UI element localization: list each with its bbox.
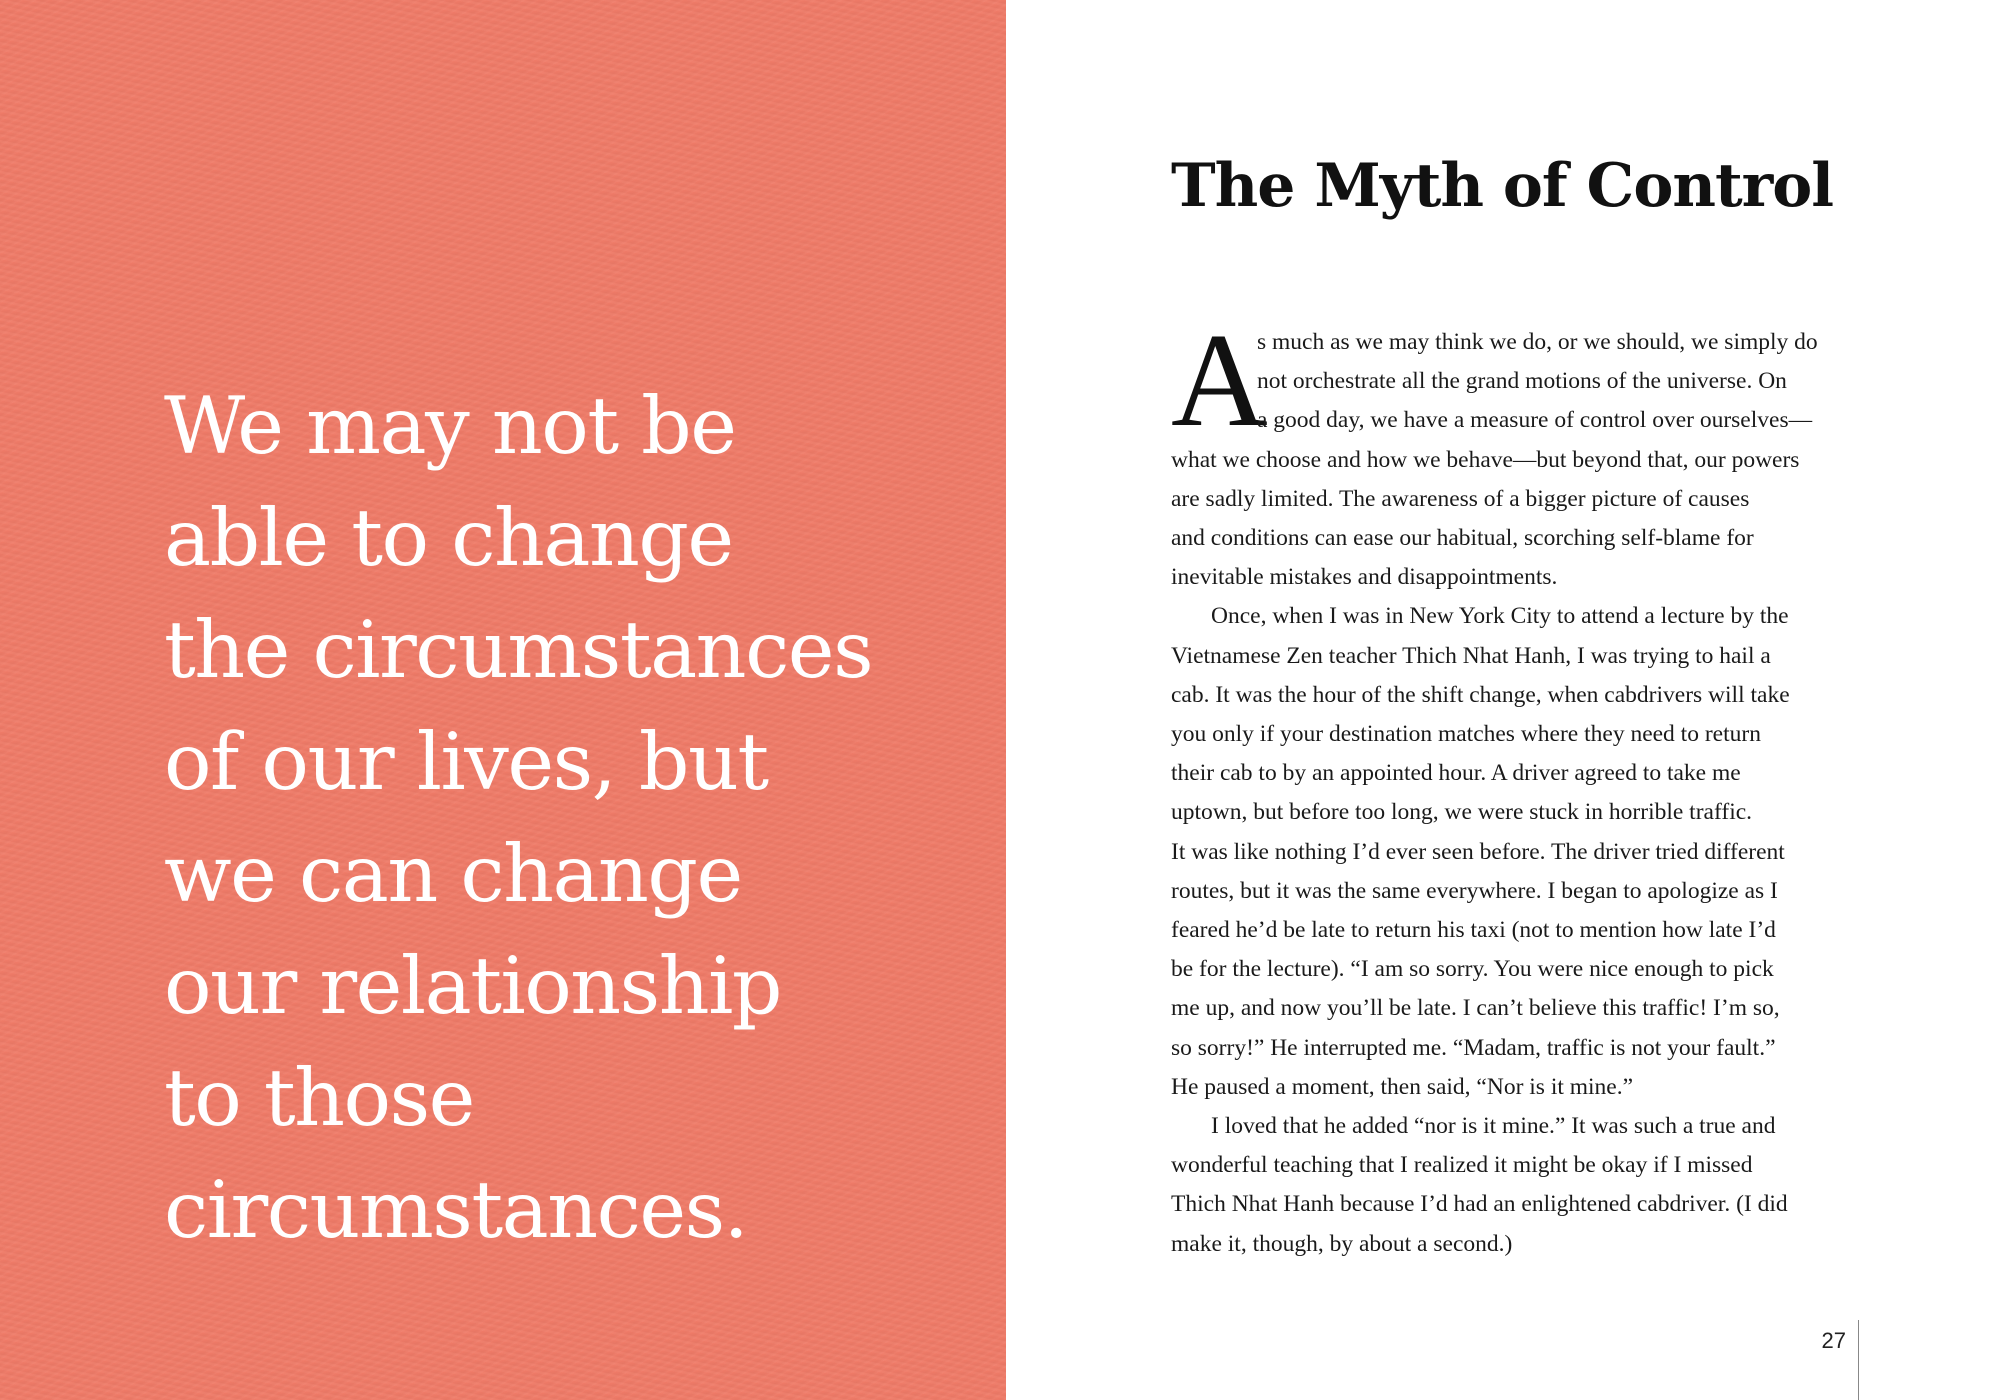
paragraph-line: so sorry!” He interrupted me. “Madam, traffic is not your fault.” <box>1171 1034 1776 1061</box>
paragraph-line: not orchestrate all the grand motions of the universe. On <box>1257 368 1787 395</box>
paragraph-line: Once, when I was in New York City to attend a lecture by the <box>1211 603 1789 630</box>
paragraph-line: routes, but it was the same everywhere. I began to apologize as I <box>1171 877 1778 904</box>
paragraph-line: inevitable mistakes and disappointments. <box>1171 564 1558 591</box>
pull-quote <box>164 370 964 1266</box>
body-text <box>1171 306 1861 1264</box>
paragraph-line: Vietnamese Zen teacher Thich Nhat Hanh, I was trying to hail a <box>1171 642 1771 669</box>
paragraph-line: feared he’d be late to return his taxi (not to mention how late I’d <box>1171 917 1776 944</box>
paragraph-line: a good day, we have a measure of control over ourselves— <box>1257 407 1813 434</box>
paragraph-line: I loved that he added “nor is it mine.” It was such a true and <box>1211 1113 1776 1140</box>
paragraph-line: and conditions can ease our habitual, scorching self-blame for <box>1171 525 1754 552</box>
paragraph-line: make it, though, by about a second.) <box>1171 1230 1513 1257</box>
paragraph-line: It was like nothing I’d ever seen before. The driver tried different <box>1171 838 1785 865</box>
paragraph-line: wonderful teaching that I realized it might be okay if I missed <box>1171 1152 1753 1179</box>
paragraph-line: what we choose and how we behave—but beyond that, our powers <box>1171 446 1800 473</box>
paragraph-line: uptown, but before too long, we were stuck in horrible traffic. <box>1171 799 1753 826</box>
pull-quote-line: to those <box>164 1052 474 1144</box>
paragraph-line: are sadly limited. The awareness of a bigger picture of causes <box>1171 485 1750 512</box>
paragraph-line: their cab to by an appointed hour. A driver agreed to take me <box>1171 760 1741 787</box>
pull-quote-line: We may not be <box>164 380 736 472</box>
page-number-rule <box>1858 1320 1859 1400</box>
right-page <box>1006 0 2000 1400</box>
pull-quote-line: of our lives, but <box>164 716 768 808</box>
paragraph-line: you only if your destination matches where they need to return <box>1171 721 1761 748</box>
paragraph-line: me up, and now you’ll be late. I can’t believe this traffic! I’m so, <box>1171 995 1780 1022</box>
drop-cap: A <box>1171 306 1268 454</box>
paragraph-line: be for the lecture). “I am so sorry. You were nice enough to pick <box>1171 956 1774 983</box>
pull-quote-line: our relationship <box>164 940 781 1032</box>
paragraph-line: s much as we may think we do, or we should, we simply do <box>1257 329 1818 355</box>
pull-quote-line: able to change <box>164 492 733 584</box>
chapter-title: The Myth of Control <box>1171 151 1834 221</box>
pull-quote-line: we can change <box>164 828 742 920</box>
page-number: 27 <box>1821 1328 1846 1353</box>
pull-quote-line: the circumstances <box>164 604 873 696</box>
paragraph-line: He paused a moment, then said, “Nor is it mine.” <box>1171 1073 1634 1100</box>
paragraph-line: cab. It was the hour of the shift change, when cabdrivers will take <box>1171 681 1790 708</box>
paragraph-line: Thich Nhat Hanh because I’d had an enlightened cabdriver. (I did <box>1171 1191 1788 1218</box>
pull-quote-line: circumstances. <box>164 1164 748 1256</box>
